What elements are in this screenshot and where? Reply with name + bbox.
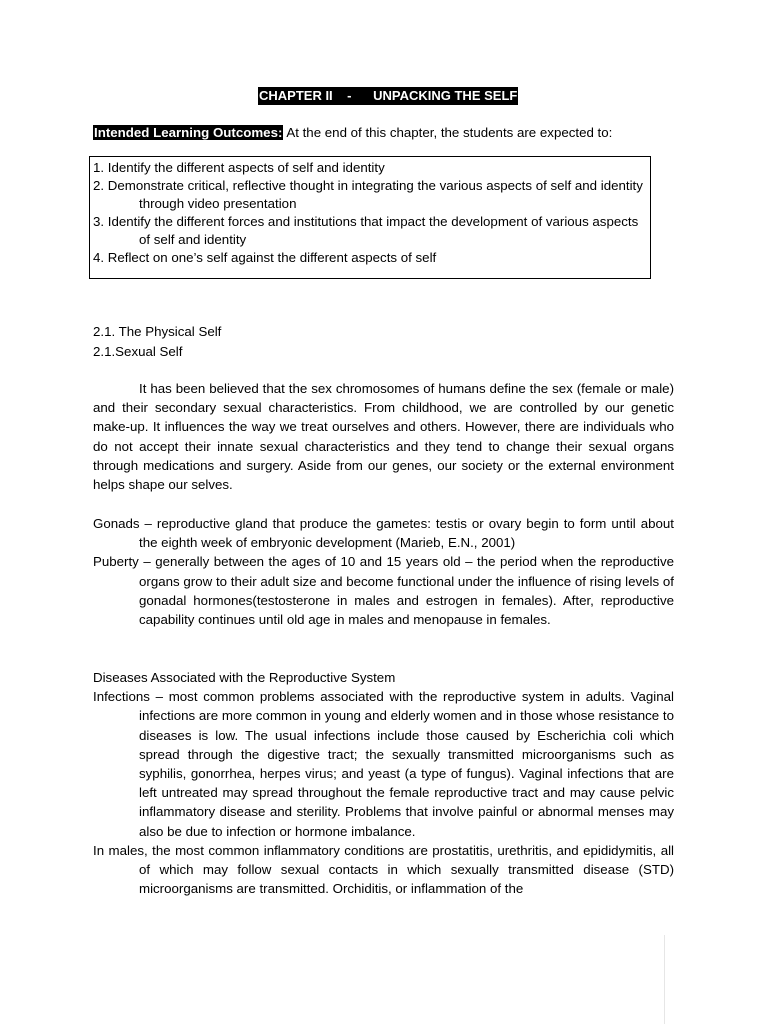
learning-outcomes-line (93, 123, 612, 142)
infections-paragraph: Infections – most common problems associated with the reproductive system in adults. Vaginal infections are more common in young and elderly women and in those whose resistance to diseases is low. The usual infections include those caused by Escherichia coli which spread through the digestive tract; the sexually transmitted microorganisms such as syphilis, gonorrhea, herpes virus; and yeast (a type of fungus). Vaginal infections that are left untreated may spread throughout the female reproductive tract and may cause pelvic inflammatory disease and sterility. Problems that involve painful or abnormal menses may also be due to infection or hormone imbalance. (93, 689, 674, 839)
outcome-item: 2. Demonstrate critical, reflective thought in integrating the various aspects of self and identity through video presentation (93, 178, 643, 211)
learning-outcomes-label: Intended Learning Outcomes: (94, 125, 283, 140)
outcome-item: 3. Identify the different forces and institutions that impact the development of various aspects of self and identity (93, 214, 639, 247)
diseases-heading: Diseases Associated with the Reproductive System (93, 670, 396, 685)
learning-outcomes-box (89, 156, 651, 279)
chapter-title: CHAPTER II - UNPACKING THE SELF (259, 88, 518, 103)
section-headings (93, 322, 221, 361)
section-heading-sexual-self: 2.1.Sexual Self (93, 343, 183, 359)
outcome-item: 1. Identify the different aspects of self and identity (93, 160, 385, 175)
definitions-block (93, 514, 674, 629)
page-edge-rule (664, 935, 665, 1024)
puberty-definition: Puberty – generally between the ages of 10 and 15 years old – the period when the reproductive organs grow to their adult size and become functional under the influence of rising levels of gonadal hormones(testosterone in males and estrogen in females). After, reproductive capability continues until old age in males and menopause in females. (93, 554, 674, 628)
outcome-item: 4. Reflect on one’s self against the different aspects of self (93, 250, 437, 265)
learning-outcomes-intro: At the end of this chapter, the students are expected to: (283, 125, 613, 140)
diseases-block (93, 668, 674, 898)
intro-paragraph: It has been believed that the sex chromosomes of humans define the sex (female or male) and their secondary sexual characteristics. From childhood, we are controlled by our genetic make-up. It influences the way we treat ourselves and others. However, there are individuals who do not accept their innate sexual characteristics and they tend to change their sexual organs through medications and surgery. Aside from our genes, our society or the external environment helps shape our selves. (93, 381, 674, 493)
section-heading-physical-self: 2.1. The Physical Self (93, 324, 222, 339)
gonads-definition: Gonads – reproductive gland that produce the gametes: testis or ovary begin to form until about the eighth week of embryonic development (Marieb, E.N., 2001) (93, 516, 674, 551)
males-paragraph: In males, the most common inflammatory conditions are prostatitis, urethritis, and epididymitis, all of which may follow sexual contacts in which sexually transmitted disease (STD) microorganisms are transmitted. Orchiditis, or inflammation of the (93, 842, 674, 897)
